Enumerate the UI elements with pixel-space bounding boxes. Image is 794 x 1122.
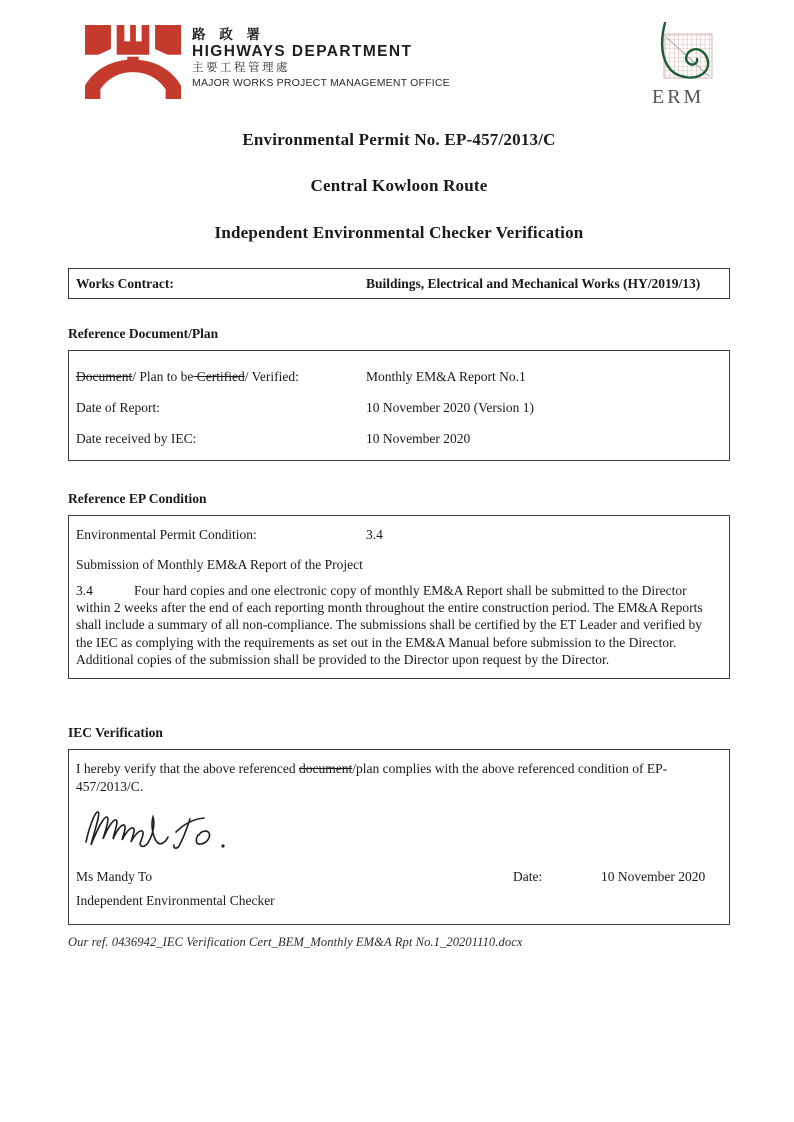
label-end-text: / Verified: xyxy=(244,369,299,384)
document-plan-label xyxy=(76,368,366,385)
date-label: Date: xyxy=(513,869,543,885)
struck-word-certified: Certified xyxy=(193,369,245,384)
signer-name: Ms Mandy To xyxy=(76,869,153,885)
highways-department-logo-icon xyxy=(85,25,181,103)
works-contract-value: Buildings, Electrical and Mechanical Works (HY/2019/13) xyxy=(366,276,701,291)
title-environmental-permit-no: Environmental Permit No. EP-457/2013/C xyxy=(242,130,556,149)
document-plan-value: Monthly EM&A Report No.1 xyxy=(366,369,526,384)
erm-logo-block xyxy=(652,22,724,109)
erm-spiral-logo-icon xyxy=(652,72,722,87)
ep-submission-subheading: Submission of Monthly EM&A Report of the Project xyxy=(76,557,363,572)
reference-ep-box xyxy=(68,515,730,679)
erm-logo-text: ERM xyxy=(652,86,705,108)
office-name-chinese: 主要工程管理處 xyxy=(192,62,290,75)
signer-date-row xyxy=(76,868,721,886)
ep-condition-row xyxy=(76,526,721,543)
works-contract-box xyxy=(68,268,730,299)
title-project-name: Central Kowloon Route xyxy=(310,176,488,195)
title-document-type: Independent Environmental Checker Verification xyxy=(214,223,584,242)
reference-document-box xyxy=(68,350,730,461)
signer-title: Independent Environmental Checker xyxy=(76,893,275,909)
ep-clause-paragraph xyxy=(76,582,721,668)
statement-pre: I hereby verify that the above referenced xyxy=(76,761,300,777)
date-value: 10 November 2020 xyxy=(601,869,706,885)
date-received-row xyxy=(76,430,723,447)
ep-condition-label: Environmental Permit Condition: xyxy=(76,527,257,542)
page-header xyxy=(68,22,730,110)
our-ref-line: Our ref. 0436942_IEC Verification Cert_BEM_Monthly EM&A Rpt No.1_20201110.docx xyxy=(68,935,523,950)
clause-number: 3.4 xyxy=(76,583,93,598)
date-received-value: 10 November 2020 xyxy=(366,431,471,446)
dept-name-chinese: 路 政 署 xyxy=(192,27,266,42)
struck-word-document-2: document xyxy=(299,761,353,777)
highways-department-logo-block xyxy=(85,25,450,103)
date-of-report-row xyxy=(76,399,723,416)
date-of-report-value: 10 November 2020 (Version 1) xyxy=(366,400,534,415)
struck-word-document: Document xyxy=(76,369,133,384)
office-name-english: MAJOR WORKS PROJECT MANAGEMENT OFFICE xyxy=(192,76,450,89)
date-received-label: Date received by IEC: xyxy=(76,431,197,446)
statement-post: /plan complies with the above referenced condition of EP-457/2013/C. xyxy=(76,761,668,794)
document-plan-row xyxy=(76,368,723,385)
signature-image xyxy=(80,802,721,856)
works-contract-label: Works Contract: xyxy=(76,276,174,291)
dept-name-english: HIGHWAYS DEPARTMENT xyxy=(192,42,413,60)
label-mid-text: / Plan to be xyxy=(132,369,194,384)
iec-verification-heading: IEC Verification xyxy=(68,725,163,741)
clause-text: Four hard copies and one electronic copy of monthly EM&A Report shall be submitted to the Director within 2 weeks after the end of each reporting month throughout the entire construction period. The EM&A Reports shall include a summary of all non-compliance. The submissions shall be certified by the ET Leader and verified by the IEC as complying with the requirements as set out in the EM&A Manual before submission to the Director. Additional copies of the submission shall be provided to the Director upon request by the Director. xyxy=(76,583,703,667)
iec-verification-box xyxy=(68,749,730,925)
reference-ep-heading: Reference EP Condition xyxy=(68,491,207,506)
verification-statement xyxy=(76,760,721,795)
reference-document-heading: Reference Document/Plan xyxy=(68,326,219,341)
ep-condition-value: 3.4 xyxy=(366,527,383,542)
highways-department-text xyxy=(192,25,450,103)
date-of-report-label: Date of Report: xyxy=(76,400,160,415)
